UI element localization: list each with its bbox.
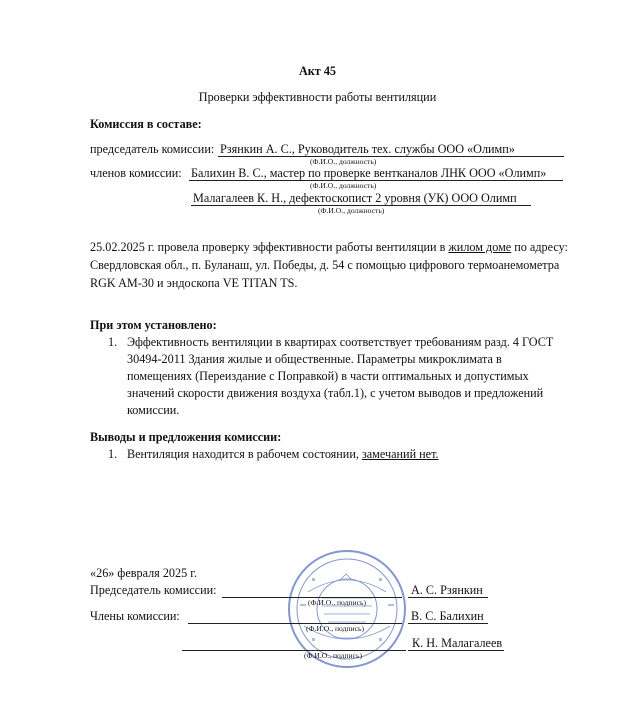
commission-heading: Комиссия в составе: (90, 117, 202, 131)
intro-line-3: RGK AM-30 и эндоскопа VE TITAN TS. (90, 276, 298, 290)
conclusion-no-remarks: замечаний нет. (361, 447, 439, 461)
sign-chair-label: Председатель комиссии: (90, 583, 217, 597)
established-line-4: значений скорости движения воздуха (табл.1), с учетом выводов и предложений (127, 386, 544, 400)
conclusion-number: 1. (108, 447, 118, 461)
sign-member1-line (188, 623, 402, 624)
chair-fio-caption: (Ф.И.О., должность) (310, 157, 377, 166)
intro-link-residential: жилом доме (448, 240, 512, 254)
established-line-5: комиссии. (127, 403, 180, 417)
chair-underline (218, 156, 564, 157)
established-line-2: 30494-2011 Здания жилые и общественные. Параметры микроклимата в (127, 352, 502, 366)
member2-value: Малагалеев К. Н., дефектоскопист 2 уровня (УК) ООО Олимп (193, 191, 517, 205)
sign-member1-name: В. С. Балихин (411, 609, 484, 623)
sign-member2-caption: (Ф.И.О., подпись) (304, 651, 362, 660)
sign-chair-name-line (408, 597, 488, 598)
member-label: членов комиссии: (90, 166, 182, 180)
chair-value: Рзянкин А. С., Руководитель тех. службы ООО «Олимп» (220, 142, 515, 156)
sign-member2-name: К. Н. Малагалеев (412, 636, 503, 650)
intro-line-1: 25.02.2025 г. провела проверку эффективности работы вентиляции в жилом доме по адресу: (90, 240, 568, 254)
member1-value: Балихин В. С., мастер по проверке вентканалов ЛНК ООО «Олимп» (191, 166, 547, 180)
established-line-1: Эффективность вентиляции в квартирах соответствует требованиям разд. 4 ГОСТ (127, 335, 554, 349)
member2-fio-caption: (Ф.И.О., должность) (318, 206, 385, 215)
member1-fio-caption: (Ф.И.О., должность) (310, 181, 377, 190)
sign-date: «26» февраля 2025 г. (90, 566, 197, 580)
sign-chair-name: А. С. Рзянкин (411, 583, 483, 597)
intro-line-2: Свердловская обл., п. Буланаш, ул. Победы, д. 54 с помощью цифрового термоанемометра (90, 258, 560, 272)
sign-member1-name-line (408, 623, 488, 624)
conclusions-heading: Выводы и предложения комиссии: (90, 430, 282, 444)
act-title: Акт 45 (298, 64, 337, 78)
sign-chair-caption: (Ф.И.О., подпись) (308, 598, 366, 607)
established-heading: При этом установлено: (90, 318, 217, 332)
sign-member2-line (182, 650, 406, 651)
chair-label: председатель комиссии: (90, 142, 215, 156)
sign-members-label: Члены комиссии: (90, 609, 180, 623)
sign-member1-caption: (Ф.И.О., подпись) (306, 624, 364, 633)
sign-member2-name-line (408, 650, 504, 651)
act-subtitle: Проверки эффективности работы вентиляции (198, 90, 437, 104)
established-number: 1. (108, 335, 118, 349)
conclusion-text: Вентиляция находится в рабочем состоянии, замечаний нет. (127, 447, 439, 461)
established-line-3: помещениях (Переиздание с Поправкой) в части оптимальных и допустимых (127, 369, 529, 383)
